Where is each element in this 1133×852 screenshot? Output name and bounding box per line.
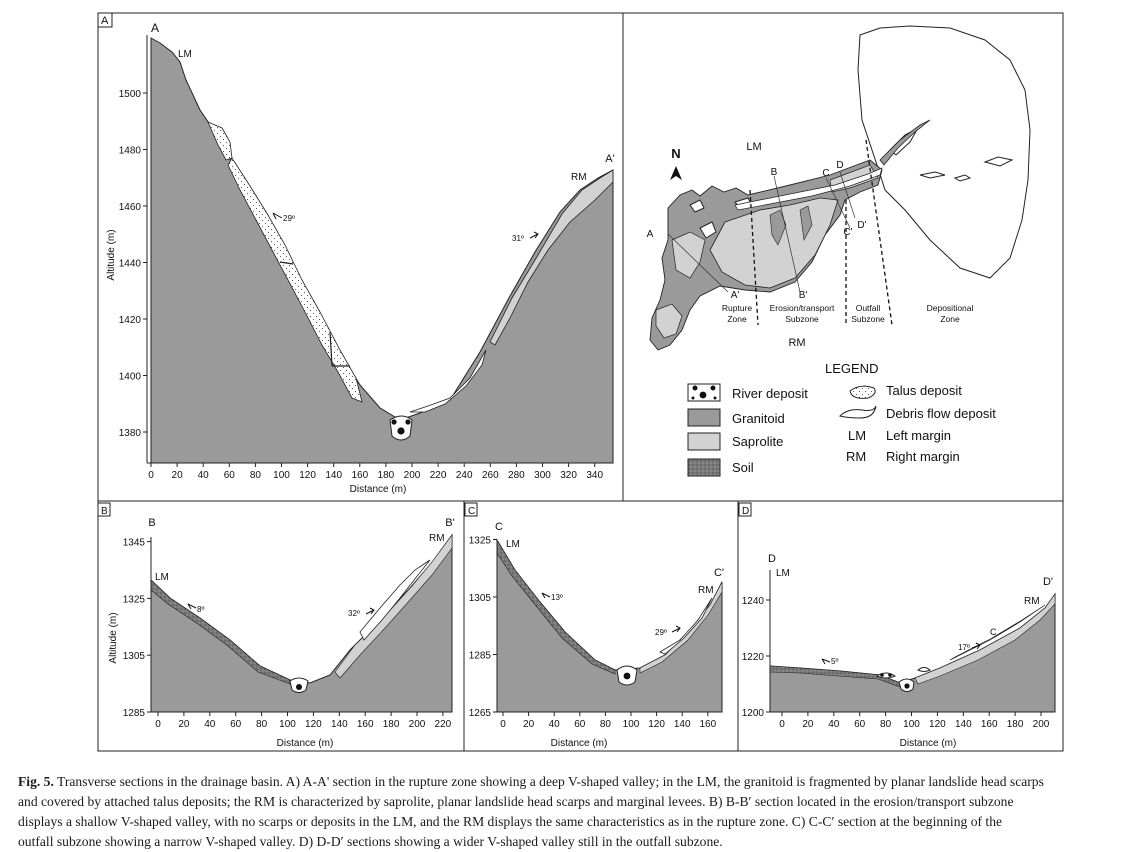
tick-label: 1325 — [468, 535, 491, 547]
x-ticks — [148, 463, 603, 481]
tick-label: 20 — [171, 470, 183, 481]
tick-label: 80 — [256, 719, 268, 730]
tick-label: 160 — [980, 719, 998, 730]
x-axis-label: Distance (m) — [899, 738, 957, 749]
tick-label: 1265 — [468, 708, 491, 719]
tick-label: 120 — [299, 470, 316, 481]
dip-angle: 29º — [283, 214, 295, 223]
y-axis-label: Altitude (m) — [108, 612, 119, 664]
y-ticks — [742, 596, 770, 719]
zone-label: Subzone — [785, 314, 819, 324]
tick-label: 0 — [500, 719, 506, 730]
panel-c — [465, 503, 724, 749]
tick-label: 280 — [508, 470, 525, 481]
zone-label: Depositional — [926, 303, 974, 313]
tick-label: 0 — [148, 470, 154, 481]
caption-fig-label: Fig. 5. — [18, 774, 54, 789]
tick-label: 0 — [155, 719, 161, 730]
tick-label: 40 — [204, 719, 216, 730]
legend-label: Granitoid — [732, 411, 785, 426]
tick-label: 1440 — [118, 258, 141, 270]
granitoid-icon — [688, 409, 720, 426]
x-axis-label: Distance (m) — [349, 484, 407, 495]
x-axis-label: Distance (m) — [276, 738, 334, 749]
legend-label: Debris flow deposit — [886, 406, 996, 421]
map-point-label: D — [836, 160, 844, 171]
tick-label: 120 — [929, 719, 946, 730]
map-lm-label: LM — [746, 141, 762, 153]
panel-letter: C — [468, 506, 476, 517]
right-margin-label: RM — [698, 585, 714, 596]
y-axis-label: Altitude (m) — [106, 229, 117, 281]
tick-label: 20 — [802, 719, 814, 730]
legend-label: Left margin — [886, 428, 952, 443]
tick-label: 220 — [429, 470, 447, 481]
map-point-label: A' — [730, 290, 740, 301]
talus-deposit-icon — [850, 386, 875, 398]
map-point-label: C — [822, 168, 830, 179]
soil-icon — [688, 459, 720, 476]
location-map — [647, 26, 1030, 476]
zone-label: Zone — [727, 314, 747, 324]
caption-line: and covered by attached talus deposits; the RM is characterized by saprolite, planar landslide head scarps and marginal levees. B) B-B′ section located in the erosion/transport subzone — [18, 794, 1014, 809]
debris-flow-deposit-icon — [840, 406, 876, 418]
granitoid-body — [497, 540, 725, 712]
dip-angle: 5º — [831, 657, 839, 666]
figure-caption — [18, 772, 1128, 852]
dip-angle: 8º — [197, 605, 205, 614]
tick-label: 60 — [574, 719, 586, 730]
tick-label: 300 — [534, 470, 551, 481]
dip-symbol-icon — [822, 659, 830, 664]
map-point-label: A — [646, 229, 654, 240]
dip-angle: 29º — [655, 628, 667, 637]
map-point-label: B — [770, 167, 778, 178]
map-point-label: C' — [843, 227, 853, 238]
depositional-zone-outline — [858, 26, 1030, 278]
tick-label: 1200 — [741, 708, 764, 719]
dip-angle: 13º — [551, 593, 563, 602]
legend-label: Right margin — [886, 449, 960, 464]
tick-label: 20 — [178, 719, 190, 730]
tick-label: 1420 — [118, 315, 141, 326]
tick-label: 120 — [648, 719, 665, 730]
tick-label: 100 — [622, 719, 640, 730]
section-end-label: B' — [445, 517, 455, 529]
section-start-label: A — [150, 21, 160, 35]
section-end-label: C' — [713, 567, 725, 579]
tick-label: 160 — [351, 470, 369, 481]
tick-label: 1325 — [122, 594, 145, 606]
tick-label: 140 — [330, 719, 348, 730]
panel-b — [98, 503, 455, 749]
tick-label: 120 — [305, 719, 322, 730]
tick-label: 200 — [408, 719, 426, 730]
dip-symbol-icon — [188, 604, 196, 609]
panel-letter: A — [101, 15, 109, 27]
right-margin-label: RM — [429, 533, 445, 544]
zone-label: Rupture — [721, 303, 753, 313]
dip-angle: 31º — [512, 234, 524, 243]
caption-line: Fig. 5. Transverse sections in the drainage basin. A) A-A' section in the rupture zone showing a deep V-shaped valley; in the LM, the granitoid is fragmented by planar landslide head scarps — [18, 774, 1044, 789]
dip-symbol-icon — [273, 213, 282, 219]
map-rm-label: RM — [788, 337, 806, 349]
dip-symbol-icon — [672, 626, 680, 632]
tick-label: 80 — [599, 719, 611, 730]
zone-label: Outfall — [855, 303, 881, 313]
saprolite-icon — [688, 433, 720, 450]
x-ticks — [155, 712, 451, 730]
legend-label: Saprolite — [732, 434, 784, 449]
dip-symbol-icon — [542, 593, 550, 598]
legend-abbr: RM — [846, 449, 867, 464]
tick-label: 200 — [403, 470, 421, 481]
dip-angle: 32º — [348, 609, 360, 618]
tick-label: 180 — [377, 470, 395, 481]
left-margin-label: LM — [178, 49, 192, 60]
tick-label: 1480 — [118, 145, 141, 157]
tick-label: 20 — [523, 719, 535, 730]
tick-label: 320 — [560, 470, 577, 481]
tick-label: 180 — [382, 719, 400, 730]
tick-label: 60 — [854, 719, 866, 730]
tick-label: 40 — [548, 719, 560, 730]
legend-abbr: LM — [848, 428, 867, 443]
section-start-label: B — [148, 517, 156, 529]
tick-label: 100 — [273, 470, 290, 481]
tick-label: 100 — [279, 719, 296, 730]
tick-label: 0 — [779, 719, 785, 730]
section-marker: C — [990, 627, 997, 637]
dip-angle: 17º — [958, 643, 970, 652]
tick-label: 100 — [903, 719, 920, 730]
granitoid-body — [770, 594, 1055, 712]
y-ticks — [123, 538, 151, 719]
panel-a — [98, 13, 615, 495]
left-margin-label: LM — [776, 568, 790, 579]
section-end-label: A' — [605, 153, 615, 165]
panel-letter: D — [742, 506, 750, 517]
tick-label: 1305 — [468, 593, 491, 604]
tick-label: 200 — [1032, 719, 1050, 730]
tick-label: 220 — [434, 719, 452, 730]
tick-label: 180 — [1006, 719, 1024, 730]
tick-label: 1305 — [122, 651, 145, 663]
tick-label: 260 — [481, 470, 499, 481]
tick-label: 1285 — [468, 650, 491, 662]
tick-label: 1345 — [122, 537, 145, 549]
tick-label: 1400 — [118, 371, 141, 383]
river-deposit — [624, 673, 631, 680]
x-axis-label: Distance (m) — [550, 738, 608, 749]
tick-label: 1460 — [118, 202, 141, 213]
zone-label: Erosion/transport — [769, 303, 835, 313]
zone-label: Subzone — [851, 314, 885, 324]
tick-label: 80 — [249, 470, 261, 481]
tick-label: 160 — [699, 719, 717, 730]
tick-label: 60 — [230, 719, 242, 730]
legend-title: LEGEND — [825, 361, 879, 376]
tick-label: 240 — [455, 470, 473, 481]
tick-label: 40 — [828, 719, 840, 730]
tick-label: 1285 — [122, 708, 145, 719]
y-ticks — [119, 89, 147, 439]
river-deposit — [904, 683, 909, 688]
y-ticks — [469, 536, 497, 720]
tick-label: 80 — [880, 719, 892, 730]
left-margin-label: LM — [155, 572, 169, 583]
panel-letter: B — [101, 506, 108, 517]
tick-label: 1500 — [118, 89, 141, 100]
tick-label: 1240 — [741, 596, 764, 607]
panel-d — [739, 503, 1055, 749]
zone-label: Zone — [940, 314, 960, 324]
tick-label: 140 — [673, 719, 691, 730]
tick-label: 140 — [325, 470, 343, 481]
tick-label: 140 — [954, 719, 972, 730]
caption-line: outfall subzone showing a narrow V-shaped valley. D) D-D′ sections showing a wider V-shaped valley still in the outfall subzone. — [18, 834, 723, 849]
tick-label: 1220 — [741, 652, 764, 663]
legend-label: Soil — [732, 460, 754, 475]
section-start-label: D — [768, 553, 776, 565]
dip-symbol-icon — [366, 608, 374, 614]
legend-label: River deposit — [732, 386, 808, 401]
tick-label: 1380 — [118, 428, 141, 439]
north-arrow-icon — [670, 166, 682, 180]
north-label: N — [671, 146, 681, 161]
tick-label: 40 — [197, 470, 209, 481]
x-ticks — [500, 712, 716, 730]
caption-line: displays a shallow V-shaped valley, with no scarps or deposits in the LM, and the RM displays the same characteristics as in the rupture zone. C) C-C′ section at the beginning of the — [18, 814, 1003, 829]
dip-symbol-icon — [530, 232, 538, 238]
map-point-label: D' — [857, 220, 867, 231]
tick-label: 160 — [356, 719, 374, 730]
left-margin-label: LM — [506, 539, 520, 550]
x-ticks — [779, 712, 1050, 730]
tick-label: 340 — [586, 470, 604, 481]
right-margin-label: RM — [1024, 596, 1040, 607]
section-end-label: D' — [1042, 576, 1054, 588]
legend-label: Talus deposit — [886, 383, 962, 398]
tick-label: 60 — [223, 470, 235, 481]
map-point-label: B' — [798, 290, 808, 301]
right-margin-label: RM — [571, 172, 587, 183]
river-deposit — [296, 684, 302, 690]
section-start-label: C — [495, 521, 503, 533]
